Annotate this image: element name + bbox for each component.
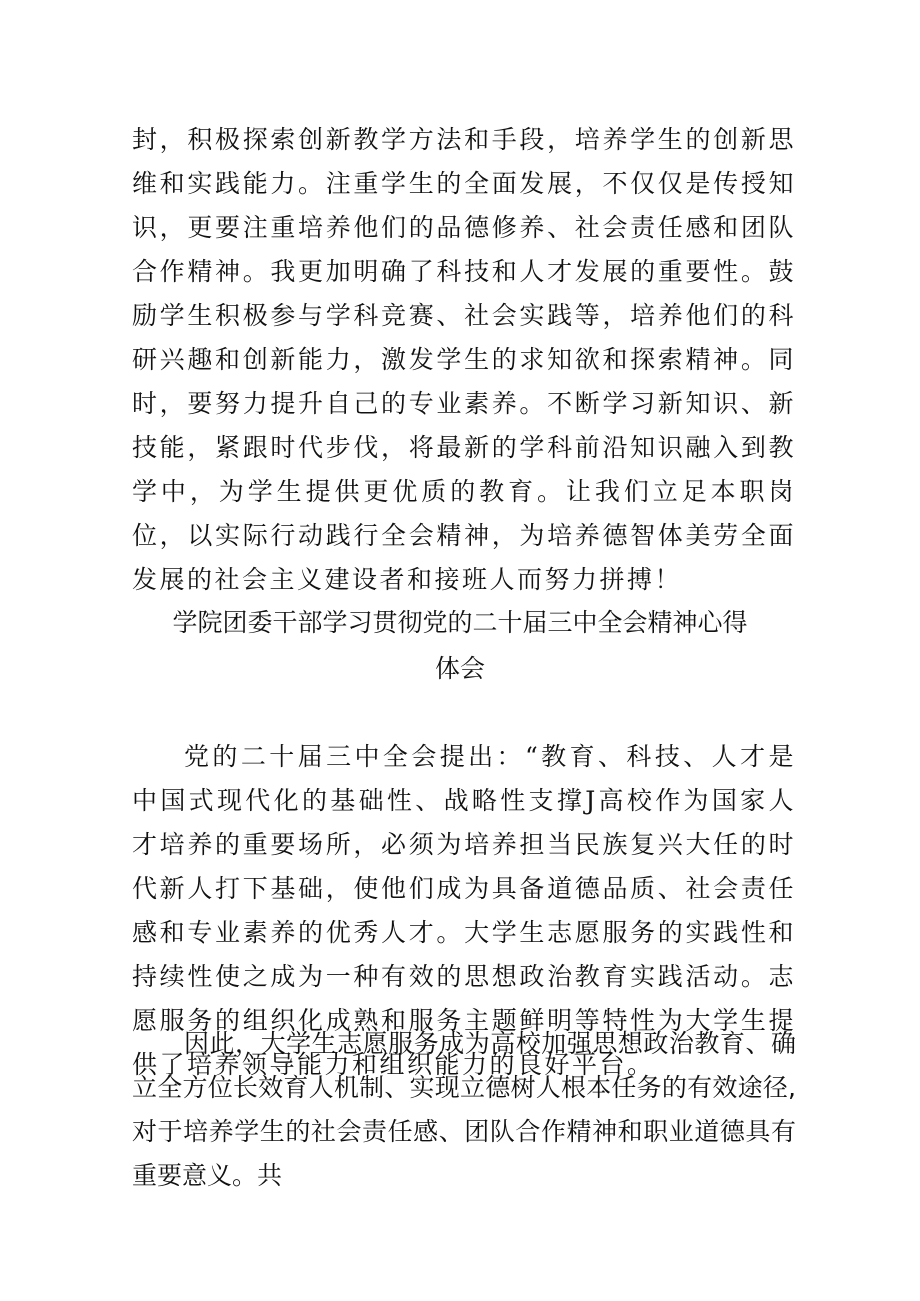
section-title-line-1: 学院团委干部学习贯彻党的二十届三中全会精神心得 bbox=[172, 608, 748, 637]
continuation-paragraph: 封，积极探索创新教学方法和手段，培养学生的创新思维和实践能力。注重学生的全面发展，不仅仅是传授知识，更要注重培养他们的品德修养、社会责任感和团队合作精神。我更加明确了科技和人才发展的重要性。鼓励学生积极参与学科竞赛、社会实践等，培养他们的科研兴趣和创新能力，激发学生的求知欲和探索精神。同时，要努力提升自己的专业素养。不断学习新知识、新技能，紧跟时代步伐，将最新的学科前沿知识融入到教学中，为学生提供更优质的教育。让我们立足本职岗位，以实际行动践行全会精神，为培养德智体美劳全面发展的社会主义建设者和接班人而努力拼搏！ bbox=[132, 125, 796, 594]
body-paragraph-1: 党的二十届三中全会提出：“教育、科技、人才是中国式现代化的基础性、战略性支撑J高校作为国家人才培养的重要场所，必须为培养担当民族复兴大任的时代新人打下基础，使他们成为具备道德品质、社会责任感和专业素养的优秀人才。大学生志愿服务的实践性和持续性使之成为一种有效的思想政治教育实践活动。志愿服务的组织化成熟和服务主题鲜明等特性为大学生提供了培养领导能力和组织能力的良好平台。 bbox=[132, 742, 796, 1079]
section-title-line-2: 体会 bbox=[434, 654, 485, 683]
section-title bbox=[150, 600, 770, 692]
body-paragraph-2: 因此，大学生志愿服务成为高校加强思想政治教育、确立全方位长效育人机制、实现立德树人根本任务的有效途径,对于培养学生的社会责任感、团队合作精神和职业道德具有重要意义。共 bbox=[132, 1029, 796, 1190]
